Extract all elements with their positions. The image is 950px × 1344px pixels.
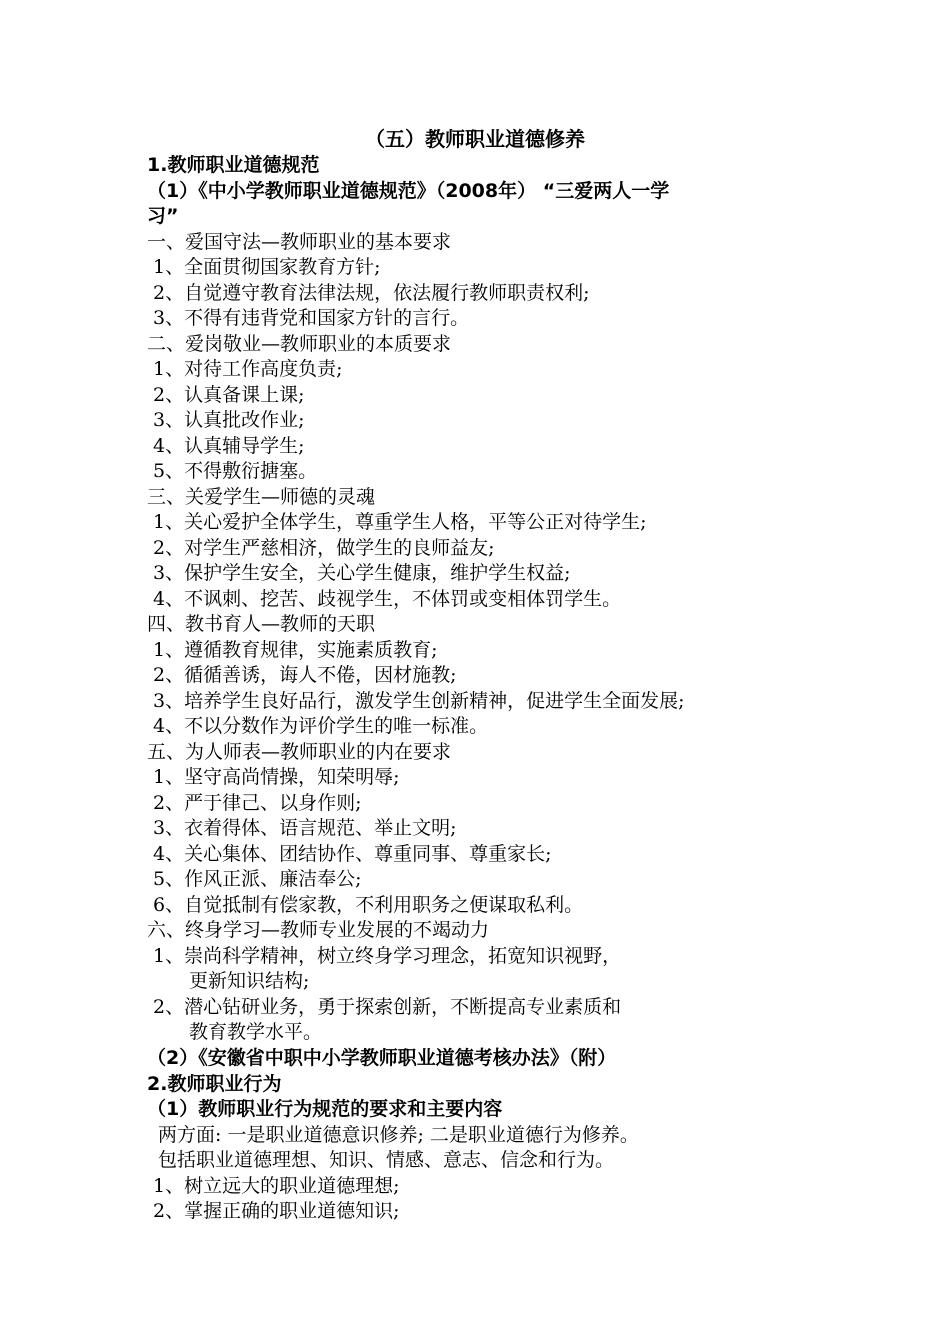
- list-item: 4、不以分数作为评价学生的唯一标准。: [153, 715, 489, 737]
- list-item: 1、崇尚科学精神，树立终身学习理念，拓宽知识视野，: [153, 945, 622, 967]
- section-6: 六、终身学习—教师专业发展的不竭动力: [147, 919, 490, 941]
- list-item: 3、认真批改作业;: [153, 409, 305, 431]
- list-item: 2、掌握正确的职业道德知识;: [153, 1200, 400, 1222]
- list-item: 2、严于律己、以身作则;: [153, 792, 362, 814]
- list-item: 2、潜心钻研业务，勇于探索创新，不断提高专业素质和: [153, 996, 622, 1018]
- list-item: 1、坚守高尚情操，知荣明辱;: [153, 766, 400, 788]
- list-item: 5、作风正派、廉洁奉公;: [153, 868, 362, 890]
- list-item: 2、自觉遵守教育法律法规，依法履行教师职责权利;: [153, 282, 590, 304]
- list-item: 4、不讽刺、挖苦、歧视学生，不体罚或变相体罚学生。: [153, 588, 622, 610]
- list-item: 4、关心集体、团结协作、尊重同事、尊重家长;: [153, 843, 552, 865]
- subheading-1-1-cont: 习”: [147, 205, 179, 227]
- list-item: 3、不得有违背党和国家方针的言行。: [153, 307, 470, 329]
- list-item: 4、认真辅导学生;: [153, 435, 305, 457]
- list-item-cont: 教育教学水平。: [189, 1021, 323, 1043]
- list-item: 3、培养学生良好品行，激发学生创新精神，促进学生全面发展;: [153, 690, 685, 712]
- section-1: 一、爱国守法—教师职业的基本要求: [147, 231, 452, 253]
- list-item-cont: 更新知识结构;: [189, 970, 310, 992]
- list-item: 2、循循善诱，诲人不倦，因材施教;: [153, 664, 457, 686]
- paragraph: 两方面: 一是职业道德意识修养; 二是职业道德行为修养。: [158, 1124, 639, 1146]
- paragraph: 包括职业道德理想、知识、情感、意志、信念和行为。: [158, 1149, 615, 1171]
- page-title: （五）教师职业道德修养: [365, 127, 585, 151]
- subheading-1-2: （2）《安徽省中职中小学教师职业道德考核办法》（附）: [147, 1047, 617, 1069]
- list-item: 1、关心爱护全体学生，尊重学生人格，平等公正对待学生;: [153, 511, 647, 533]
- subheading-2-1: （1）教师职业行为规范的要求和主要内容: [147, 1098, 503, 1120]
- list-item: 1、对待工作高度负责;: [153, 358, 343, 380]
- subheading-1-1: （1）《中小学教师职业道德规范》（2008年） “三爱两人一学: [147, 180, 670, 202]
- list-item: 1、树立远大的职业道德理想;: [153, 1175, 400, 1197]
- list-item: 1、全面贯彻国家教育方针;: [153, 256, 381, 278]
- list-item: 1、遵循教育规律，实施素质教育;: [153, 639, 438, 661]
- list-item: 5、不得敷衍搪塞。: [153, 460, 318, 482]
- list-item: 2、对学生严慈相济，做学生的良师益友;: [153, 537, 495, 559]
- list-item: 3、保护学生安全，关心学生健康，维护学生权益;: [153, 562, 571, 584]
- list-item: 2、认真备课上课;: [153, 384, 305, 406]
- heading-1: 1.教师职业道德规范: [147, 154, 320, 176]
- heading-2: 2.教师职业行为: [147, 1073, 282, 1095]
- list-item: 6、自觉抵制有偿家教，不利用职务之便谋取私利。: [153, 894, 584, 916]
- list-item: 3、衣着得体、语言规范、举止文明;: [153, 817, 457, 839]
- section-5: 五、为人师表—教师职业的内在要求: [147, 741, 452, 763]
- section-4: 四、教书育人—教师的天职: [147, 613, 376, 635]
- section-3: 三、关爱学生—师德的灵魂: [147, 486, 376, 508]
- section-2: 二、爱岗敬业—教师职业的本质要求: [147, 333, 452, 355]
